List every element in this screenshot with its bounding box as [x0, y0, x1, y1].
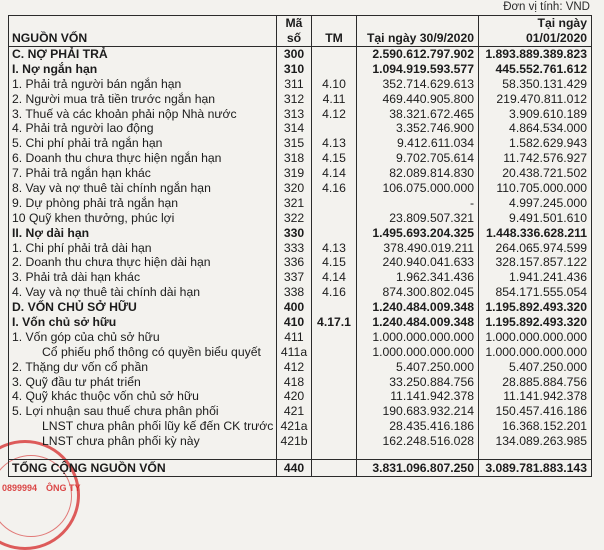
cell-v1: 1.094.919.593.577 [356, 62, 478, 77]
cell-v1: 28.435.416.186 [356, 419, 478, 434]
cell-tm: 4.16 [311, 285, 356, 300]
table-row [9, 62, 591, 77]
cell-code: 421b [276, 434, 311, 449]
table-header [9, 16, 591, 47]
header-code-line2: số [276, 31, 311, 46]
cell-tm [311, 300, 356, 315]
cell-v1: 1.240.484.009.348 [356, 315, 478, 330]
cell-name: 2. Doanh thu chưa thực hiện dài hạn [12, 255, 211, 270]
table-row [9, 285, 591, 300]
cell-v1: 469.440.905.800 [356, 92, 478, 107]
cell-name: 2. Thặng dư vốn cổ phần [12, 359, 149, 374]
total-tm [311, 460, 356, 476]
cell-v2: 11.742.576.927 [478, 151, 591, 166]
cell-code: 320 [276, 181, 311, 196]
cell-v1: 162.248.516.028 [356, 434, 478, 449]
cell-code: 313 [276, 107, 311, 122]
cell-code: 421a [276, 419, 311, 434]
cell-v2: 11.141.942.378 [478, 389, 591, 404]
cell-name: I. Nợ ngắn hạn [12, 61, 98, 76]
cell-tm: 4.10 [311, 77, 356, 92]
table-row [9, 315, 591, 330]
cell-v1: 9.702.705.614 [356, 151, 478, 166]
cell-name: 3. Thuế và các khoản phải nộp Nhà nước [12, 106, 237, 121]
cell-name: 4. Phải trả người lao động [12, 121, 154, 136]
cell-v2: 58.350.131.429 [478, 77, 591, 92]
table-row [9, 241, 591, 256]
cell-name: Cổ phiếu phổ thông có quyền biểu quyết [42, 344, 261, 359]
cell-v2: 4.997.245.000 [478, 196, 591, 211]
table-row [9, 107, 591, 122]
header-code-line1: Mã [276, 16, 311, 31]
cell-code: 336 [276, 255, 311, 270]
cell-tm: 4.15 [311, 151, 356, 166]
table-row [9, 419, 591, 434]
cell-v2: 20.438.721.502 [478, 166, 591, 181]
cell-tm [311, 389, 356, 404]
cell-v2: 16.368.152.201 [478, 419, 591, 434]
cell-code: 400 [276, 300, 311, 315]
unit-note: Đơn vị tính: VND [503, 1, 590, 13]
table-row [9, 121, 591, 136]
total-row [9, 460, 591, 476]
cell-tm: 4.16 [311, 181, 356, 196]
cell-v2: 854.171.555.054 [478, 285, 591, 300]
cell-tm [311, 196, 356, 211]
cell-name: 9. Dự phòng phải trả ngắn hạn [12, 195, 179, 210]
cell-v1: 33.250.884.756 [356, 375, 478, 390]
table-body [9, 47, 591, 449]
cell-v2: 1.941.241.436 [478, 270, 591, 285]
cell-tm: 4.17.1 [311, 315, 356, 330]
header-tm: TM [311, 31, 356, 46]
cell-v2: 1.000.000.000.000 [478, 330, 591, 345]
table-row [9, 211, 591, 226]
cell-v2: 150.457.416.186 [478, 404, 591, 419]
cell-v1: 1.962.341.436 [356, 270, 478, 285]
cell-code: 311 [276, 77, 311, 92]
stamp-text-top: 0899994 [2, 483, 38, 493]
cell-code: 411 [276, 330, 311, 345]
cell-v1: 11.141.942.378 [356, 389, 478, 404]
cell-name: 1. Phải trả người bán ngắn hạn [12, 76, 182, 91]
spacer-cell [478, 449, 591, 459]
cell-v2: 264.065.974.599 [478, 241, 591, 256]
cell-tm: 4.14 [311, 270, 356, 285]
cell-tm [311, 375, 356, 390]
cell-name: 6. Doanh thu chưa thực hiện ngắn hạn [12, 151, 222, 166]
cell-v2: 1.582.629.943 [478, 136, 591, 151]
table-row [9, 434, 591, 449]
table-row [9, 375, 591, 390]
cell-code: 410 [276, 315, 311, 330]
cell-code: 418 [276, 375, 311, 390]
cell-code: 300 [276, 47, 311, 62]
cell-v1: 1.495.693.204.325 [356, 226, 478, 241]
cell-name: D. VỐN CHỦ SỞ HỮU [12, 300, 137, 315]
cell-code: 319 [276, 166, 311, 181]
spacer-cell [356, 449, 478, 459]
cell-tm [311, 226, 356, 241]
cell-v1: 240.940.041.633 [356, 255, 478, 270]
cell-v2: 110.705.000.000 [478, 181, 591, 196]
cell-name: 4. Vay và nợ thuê tài chính dài hạn [12, 285, 200, 300]
cell-code: 312 [276, 92, 311, 107]
table-row [9, 360, 591, 375]
cell-v1: 1.240.484.009.348 [356, 300, 478, 315]
cell-v2: 28.885.884.756 [478, 375, 591, 390]
cell-tm: 4.15 [311, 255, 356, 270]
cell-tm [311, 62, 356, 77]
cell-v1: 3.352.746.900 [356, 121, 478, 136]
cell-v1: 1.000.000.000.000 [356, 345, 478, 360]
cell-code: 318 [276, 151, 311, 166]
cell-code: 322 [276, 211, 311, 226]
table-row [9, 196, 591, 211]
cell-tm [311, 360, 356, 375]
cell-v1: 874.300.802.045 [356, 285, 478, 300]
cell-code: 411a [276, 345, 311, 360]
cell-v1: 352.714.629.613 [356, 77, 478, 92]
table-row [9, 92, 591, 107]
cell-v2: 1.195.892.493.320 [478, 300, 591, 315]
cell-v1: 378.490.019.211 [356, 241, 478, 256]
cell-v2: 219.470.811.012 [478, 92, 591, 107]
cell-v2: 9.491.501.610 [478, 211, 591, 226]
table-row [9, 404, 591, 419]
cell-v2: 328.157.857.122 [478, 255, 591, 270]
total-v2: 3.089.781.883.143 [478, 460, 591, 476]
cell-code: 310 [276, 62, 311, 77]
table-row [9, 136, 591, 151]
table-row [9, 151, 591, 166]
cell-tm [311, 121, 356, 136]
total-row-wrap [9, 459, 591, 476]
cell-tm [311, 404, 356, 419]
cell-tm [311, 211, 356, 226]
cell-name: 7. Phải trả ngắn hạn khác [12, 166, 151, 181]
cell-name: 5. Chi phí phải trả ngắn hạn [12, 136, 163, 151]
cell-v2: 134.089.263.985 [478, 434, 591, 449]
cell-v2: 1.000.000.000.000 [478, 345, 591, 360]
cell-tm [311, 434, 356, 449]
table-row [9, 300, 591, 315]
cell-v1: 106.075.000.000 [356, 181, 478, 196]
cell-v1: 190.683.932.214 [356, 404, 478, 419]
cell-code: 330 [276, 226, 311, 241]
cell-v1: 9.412.611.034 [356, 136, 478, 151]
cell-code: 337 [276, 270, 311, 285]
cell-code: 314 [276, 121, 311, 136]
cell-name: LNST chưa phân phối lũy kế đến CK trước [42, 419, 274, 434]
cell-v2: 445.552.761.612 [478, 62, 591, 77]
cell-v1: - [356, 196, 478, 211]
cell-tm [311, 419, 356, 434]
cell-tm: 4.14 [311, 166, 356, 181]
total-v1: 3.831.096.807.250 [356, 460, 478, 476]
table-row [9, 330, 591, 345]
cell-tm: 4.13 [311, 136, 356, 151]
cell-v2: 5.407.250.000 [478, 360, 591, 375]
table-row [9, 77, 591, 92]
cell-tm [311, 47, 356, 62]
cell-name: 3. Quỹ đầu tư phát triển [12, 374, 141, 389]
cell-v2: 4.864.534.000 [478, 121, 591, 136]
cell-name: 8. Vay và nợ thuê tài chính ngắn hạn [12, 181, 211, 196]
cell-tm [311, 330, 356, 345]
table-row [9, 270, 591, 285]
spacer-row [9, 449, 591, 459]
cell-code: 315 [276, 136, 311, 151]
stamp-text-bottom: ÔNG TY [46, 483, 81, 493]
cell-v2: 1.195.892.493.320 [478, 315, 591, 330]
cell-v2: 3.909.610.189 [478, 107, 591, 122]
cell-name: 10 Quỹ khen thưởng, phúc lợi [12, 210, 175, 225]
spacer-cell [9, 449, 276, 459]
cell-v2: 1.893.889.389.823 [478, 47, 591, 62]
cell-tm [311, 345, 356, 360]
cell-v1: 2.590.612.797.902 [356, 47, 478, 62]
table-row [9, 255, 591, 270]
cell-name: I. Vốn chủ sở hữu [12, 315, 117, 330]
cell-code: 421 [276, 404, 311, 419]
cell-name: 1. Vốn góp của chủ sở hữu [12, 329, 160, 344]
cell-name: 5. Lợi nhuận sau thuế chưa phân phối [12, 404, 219, 419]
table-row [9, 47, 591, 62]
header-v2-line2: 01/01/2020 [478, 31, 591, 46]
cell-v1: 1.000.000.000.000 [356, 330, 478, 345]
total-code: 440 [276, 460, 311, 476]
cell-name: 3. Phải trả dài hạn khác [12, 270, 141, 285]
table-row [9, 345, 591, 360]
spacer-cell [276, 449, 311, 459]
header-v1: Tại ngày 30/9/2020 [356, 31, 478, 46]
header-name-blank [9, 16, 276, 31]
total-name: TỔNG CỘNG NGUỒN VỐN [12, 461, 166, 476]
cell-v1: 82.089.814.830 [356, 166, 478, 181]
cell-v1: 38.321.672.465 [356, 107, 478, 122]
table-row [9, 181, 591, 196]
cell-name: 4. Quỹ khác thuộc vốn chủ sở hữu [12, 389, 199, 404]
cell-tm: 4.13 [311, 241, 356, 256]
cell-v1: 23.809.507.321 [356, 211, 478, 226]
cell-code: 321 [276, 196, 311, 211]
cell-name: 2. Người mua trả tiền trước ngắn hạn [12, 91, 216, 106]
table-row [9, 226, 591, 241]
cell-name: LNST chưa phân phối kỳ này [42, 434, 200, 449]
cell-v2: 1.448.336.628.211 [478, 226, 591, 241]
header-tm-blank [311, 16, 356, 31]
cell-code: 420 [276, 389, 311, 404]
cell-code: 333 [276, 241, 311, 256]
header-v2-line1: Tại ngày [478, 16, 591, 31]
header-name: NGUỒN VỐN [12, 31, 88, 45]
cell-name: C. NỢ PHẢI TRẢ [12, 47, 108, 61]
cell-tm: 4.12 [311, 107, 356, 122]
table-row [9, 166, 591, 181]
cell-name: 1. Chi phí phải trả dài hạn [12, 240, 152, 255]
cell-name: II. Nợ dài hạn [12, 225, 90, 240]
spacer-cell [311, 449, 356, 459]
header-v1-blank [356, 16, 478, 31]
cell-code: 412 [276, 360, 311, 375]
cell-tm: 4.11 [311, 92, 356, 107]
cell-code: 338 [276, 285, 311, 300]
balance-sheet-table [8, 15, 592, 477]
table-row [9, 389, 591, 404]
cell-v1: 5.407.250.000 [356, 360, 478, 375]
